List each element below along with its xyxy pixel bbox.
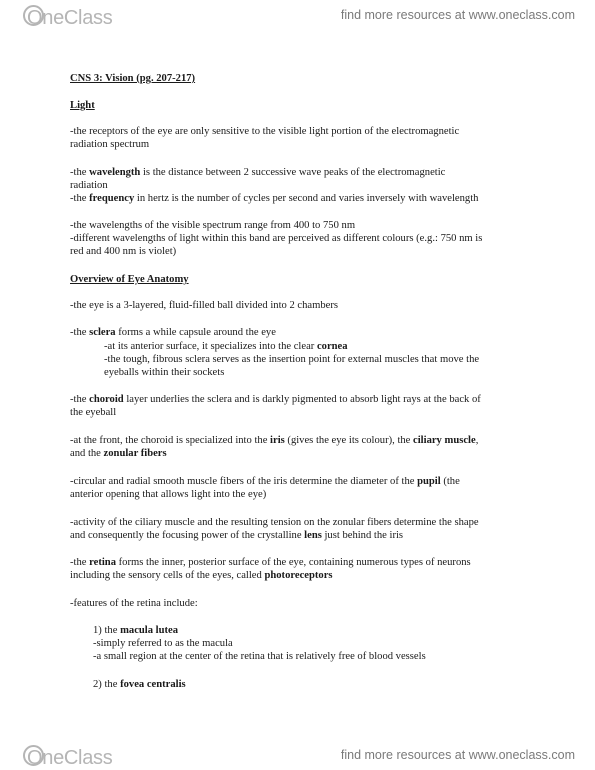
paragraph-line: radiation <box>70 180 108 191</box>
paragraph-line: -the wavelengths of the visible spectrum range from 400 to 750 nm <box>70 220 356 231</box>
header-tagline[interactable]: find more resources at www.oneclass.com <box>340 8 575 22</box>
paragraph-line: -activity of the ciliary muscle and the resulting tension on the zonular fibers determine the shape <box>70 517 479 528</box>
indented-line: eyeballs within their sockets <box>104 367 225 378</box>
logo-text: OneClass <box>27 7 113 29</box>
paragraph-line: anterior opening that allows light into the eye) <box>70 489 267 500</box>
paragraph-line: -at the front, the choroid is specialized into the iris (gives the eye its colour), the ciliary muscle, <box>70 435 479 446</box>
paragraph-line: -the eye is a 3-layered, fluid-filled ball divided into 2 chambers <box>70 300 338 311</box>
paragraph-line: -circular and radial smooth muscle fibers of the iris determine the diameter of the pupil (the <box>70 476 460 487</box>
document-page <box>0 30 595 740</box>
indented-line: -at its anterior surface, it specializes into the clear cornea <box>104 341 348 352</box>
paragraph-line: and consequently the focusing power of the crystalline lens just behind the iris <box>70 530 404 541</box>
footer-tagline[interactable]: find more resources at www.oneclass.com <box>340 748 575 762</box>
paragraph-line: -the wavelength is the distance between 2 successive wave peaks of the electromagnetic <box>70 167 446 178</box>
paragraph-line: -the sclera forms a while capsule around the eye <box>70 327 276 338</box>
document-title: CNS 3: Vision (pg. 207-217) <box>70 73 196 84</box>
paragraph-line: radiation spectrum <box>70 139 150 150</box>
list-item: 2) the fovea centralis <box>93 679 186 690</box>
oneclass-logo[interactable] <box>23 5 112 30</box>
indented-line: -the tough, fibrous sclera serves as the insertion point for external muscles that move the <box>104 354 480 365</box>
list-item-detail: -simply referred to as the macula <box>93 638 233 649</box>
paragraph-line: -the receptors of the eye are only sensitive to the visible light portion of the electromagnetic <box>70 126 460 137</box>
paragraph-line: -the choroid layer underlies the sclera and is darkly pigmented to absorb light rays at the back of <box>70 394 481 405</box>
header-bar <box>0 0 595 30</box>
paragraph-line: the eyeball <box>70 407 117 418</box>
footer-bar <box>0 740 595 770</box>
paragraph-line: -the retina forms the inner, posterior surface of the eye, containing numerous types of neurons <box>70 557 471 568</box>
list-item: 1) the macula lutea <box>93 625 179 636</box>
paragraph-line: including the sensory cells of the eyes, called photoreceptors <box>70 570 333 581</box>
paragraph-line: -features of the retina include: <box>70 598 198 609</box>
logo-text: OneClass <box>27 747 113 769</box>
paragraph-line: red and 400 nm is violet) <box>70 246 177 257</box>
paragraph-line: -the frequency in hertz is the number of cycles per second and varies inversely with wavelength <box>70 193 479 204</box>
paragraph-line: and the zonular fibers <box>70 448 167 459</box>
section-heading-light: Light <box>70 100 95 111</box>
oneclass-logo[interactable] <box>23 745 112 770</box>
paragraph-line: -different wavelengths of light within this band are perceived as different colours (e.g.: 750 nm is <box>70 233 483 244</box>
list-item-detail: -a small region at the center of the retina that is relatively free of blood vessels <box>93 651 426 662</box>
section-heading-eye-anatomy: Overview of Eye Anatomy <box>70 274 189 285</box>
